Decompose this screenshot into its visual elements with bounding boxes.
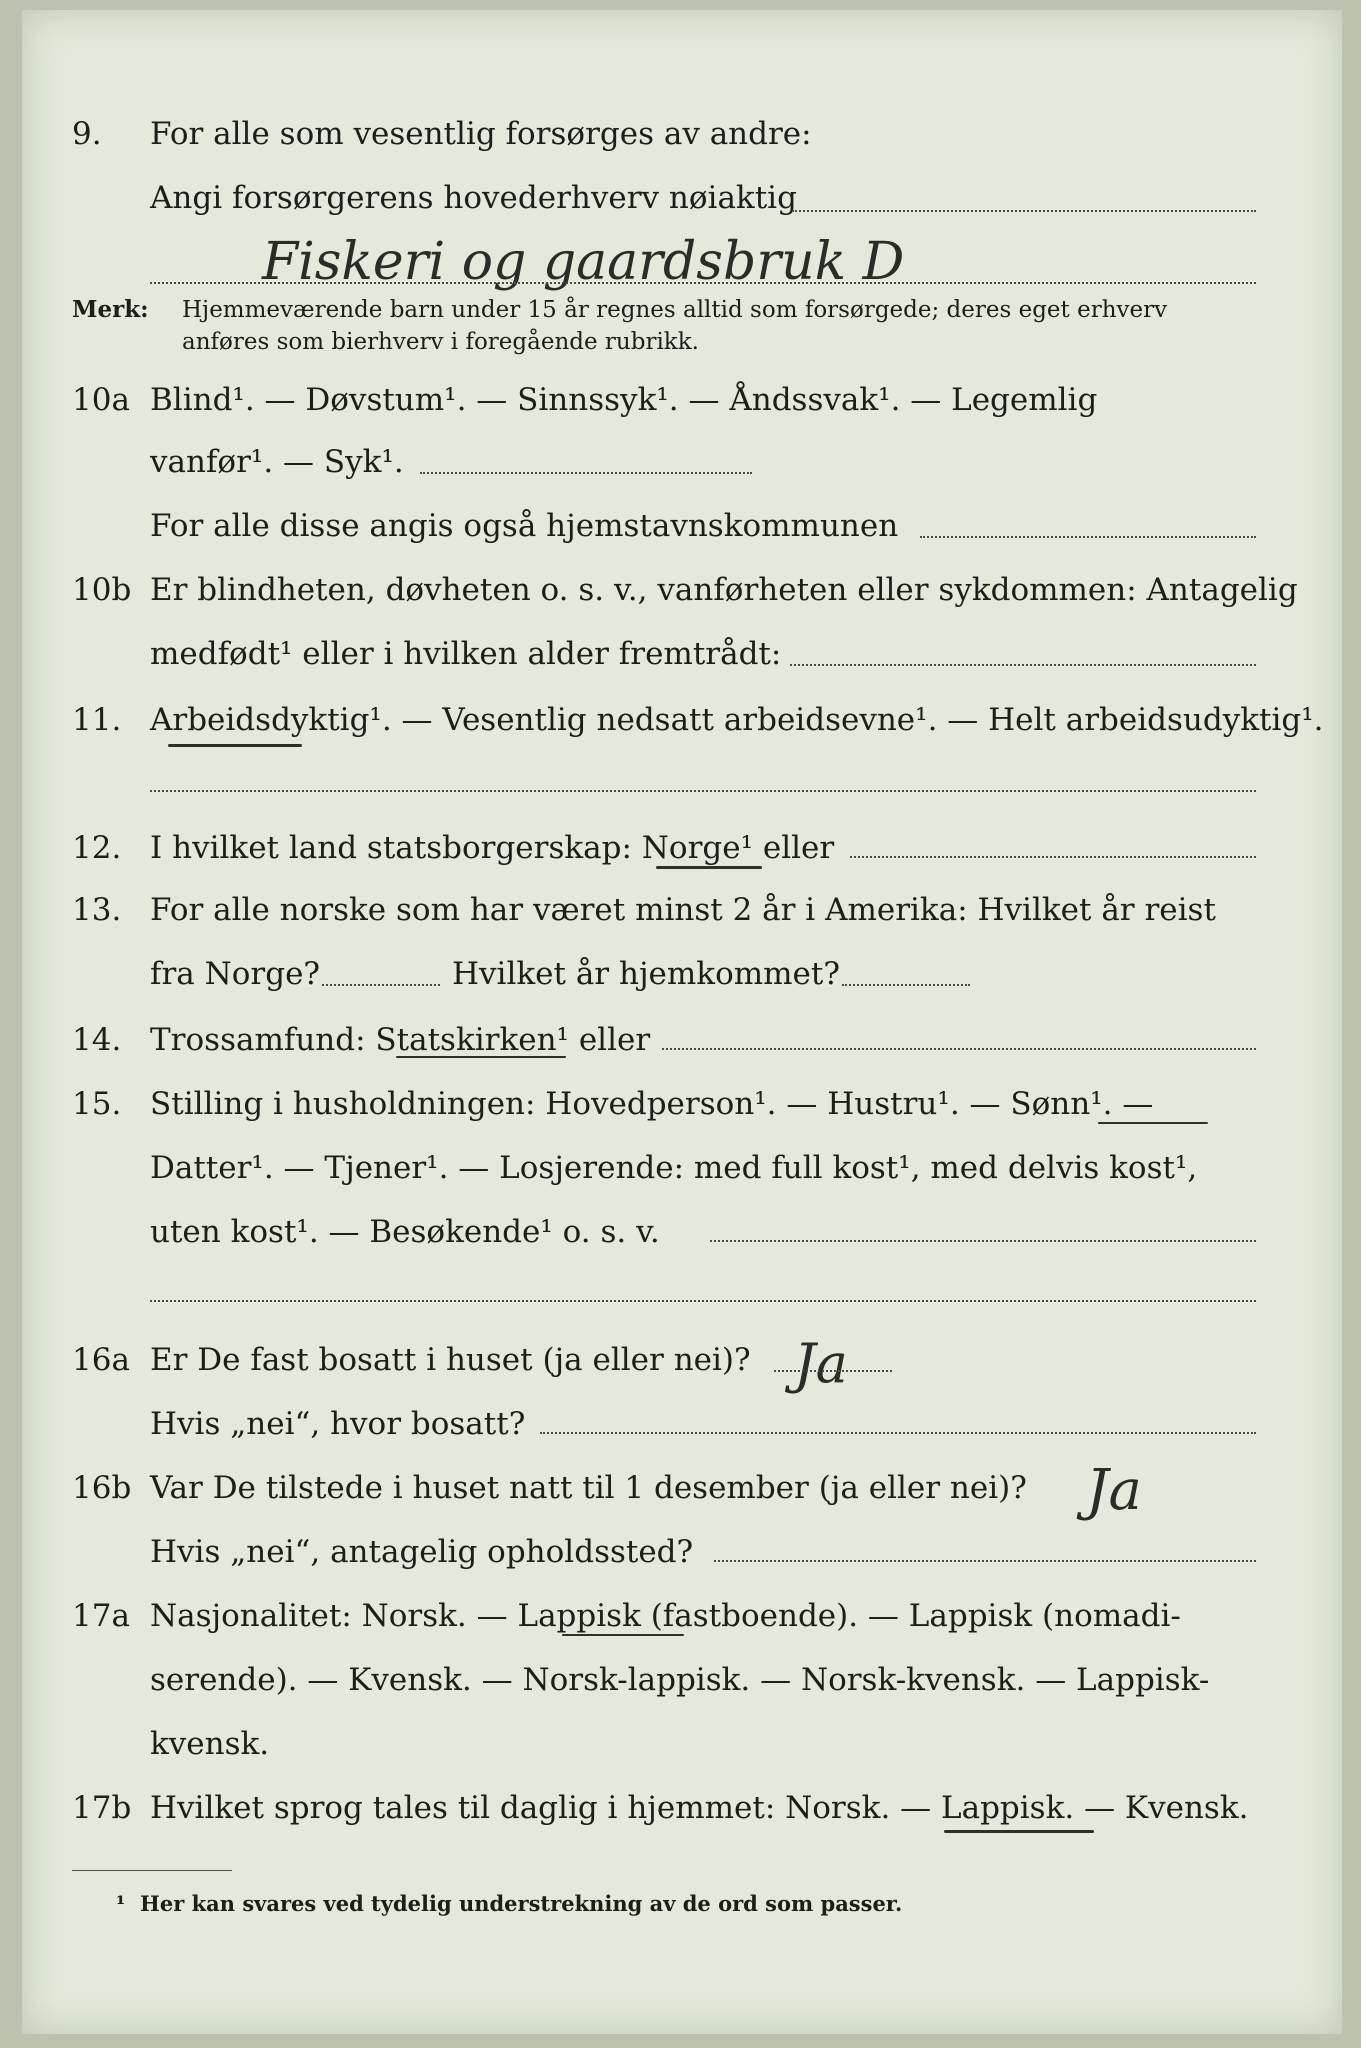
q17a-number: 17a [72, 1598, 130, 1634]
q14-underline [396, 1056, 566, 1058]
q10b-text-1: Er blindheten, døvheten o. s. v., vanførheten eller sykdommen: Antagelig [150, 572, 1298, 608]
q9-text-1: For alle som vesentlig forsørges av andre: [150, 116, 812, 152]
q16a-fill-line-1 [774, 1370, 892, 1372]
q12-handwritten-underline [656, 866, 762, 869]
q10b-text-2: medfødt¹ eller i hvilken alder fremtrådt: [150, 636, 782, 672]
q13-text-1: For alle norske som har været minst 2 år i Amerika: Hvilket år reist [150, 892, 1216, 928]
q14-text-1: Trossamfund: Statskirken¹ eller [150, 1022, 651, 1058]
merk-text-1: Hjemmeværende barn under 15 år regnes alltid som forsørgede; deres eget erhverv [182, 297, 1168, 323]
q14-number: 14. [72, 1022, 122, 1058]
q17a-text-1: Nasjonalitet: Norsk. — Lappisk (fastboende). — Lappisk (nomadi- [150, 1598, 1181, 1634]
merk-label: Merk: [72, 296, 149, 323]
q10a-fill-line-2 [920, 536, 1256, 538]
q16a-handwritten-answer: Ja [794, 1332, 848, 1395]
q16a-fill-line-2 [540, 1432, 1256, 1434]
q16b-handwritten-answer: Ja [1086, 1458, 1142, 1523]
q10b-fill-line [790, 664, 1256, 666]
q17b-number: 17b [72, 1790, 132, 1826]
q15-text-1: Stilling i husholdningen: Hovedperson¹. — Hustru¹. — Sønn¹. — [150, 1086, 1154, 1122]
q13-fill-line-1 [322, 984, 440, 986]
q13-fill-line-2 [842, 984, 970, 986]
footnote-mark: ¹ [116, 1891, 126, 1916]
q17b-handwritten-underline [944, 1830, 1094, 1833]
q9-handwritten-answer: Fiskeri og gaardsbruk D [262, 232, 905, 292]
q16b-text-1: Var De tilstede i huset natt til 1 desember (ja eller nei)? [150, 1470, 1027, 1506]
q11-handwritten-underline [168, 744, 302, 747]
q14-fill-line [662, 1048, 1256, 1050]
q17a-text-3: kvensk. [150, 1726, 270, 1762]
q10a-text-1: Blind¹. — Døvstum¹. — Sinnssyk¹. — Åndssvak¹. — Legemlig [150, 382, 1098, 418]
q11-fill-line [150, 790, 1256, 792]
q16b-fill-line [714, 1560, 1256, 1562]
q15-fill-line-1 [710, 1240, 1256, 1242]
q16b-number: 16b [72, 1470, 132, 1506]
q17a-handwritten-underline [562, 1634, 684, 1636]
merk-text-2: anføres som bierhverv i foregående rubrikk. [182, 329, 699, 355]
q12-number: 12. [72, 830, 122, 866]
footnote-rule [72, 1870, 232, 1871]
q11-text-1: Arbeidsdyktig¹. — Vesentlig nedsatt arbeidsevne¹. — Helt arbeidsudyktig¹. [150, 702, 1324, 738]
q9-number: 9. [72, 116, 102, 152]
q15-text-2: Datter¹. — Tjener¹. — Losjerende: med full kost¹, med delvis kost¹, [150, 1150, 1198, 1186]
q13-text-2a: fra Norge? [150, 956, 321, 992]
q9-fill-line [792, 210, 1256, 212]
q12-fill-line [850, 856, 1256, 858]
q9-text-2: Angi forsørgerens hovederhverv nøiaktig [150, 180, 797, 216]
q16a-text-2: Hvis „nei“, hvor bosatt? [150, 1406, 526, 1442]
q13-number: 13. [72, 892, 122, 928]
q10a-text-2: vanfør¹. — Syk¹. [150, 444, 404, 480]
q13-text-2b: Hvilket år hjemkommet? [452, 956, 840, 992]
q16a-number: 16a [72, 1342, 130, 1378]
q16a-text-1: Er De fast bosatt i huset (ja eller nei)? [150, 1342, 751, 1378]
q11-number: 11. [72, 702, 122, 738]
q16b-text-2: Hvis „nei“, antagelig opholdssted? [150, 1534, 694, 1570]
footnote-text: Her kan svares ved tydelig understrekning av de ord som passer. [140, 1891, 903, 1916]
q15-fill-line-2 [150, 1300, 1256, 1302]
q15-handwritten-underline [1098, 1122, 1208, 1124]
q10a-text-3: For alle disse angis også hjemstavnskommunen [150, 508, 899, 544]
q17b-text-1: Hvilket sprog tales til daglig i hjemmet: Norsk. — Lappisk. — Kvensk. [150, 1790, 1249, 1826]
q15-text-3: uten kost¹. — Besøkende¹ o. s. v. [150, 1214, 660, 1250]
q17a-text-2: serende). — Kvensk. — Norsk-lappisk. — Norsk-kvensk. — Lappisk- [150, 1662, 1210, 1698]
q10a-number: 10a [72, 382, 130, 418]
q12-text-1: I hvilket land statsborgerskap: Norge¹ eller [150, 830, 835, 866]
q15-number: 15. [72, 1086, 122, 1122]
q10b-number: 10b [72, 572, 132, 608]
q10a-fill-line-1 [420, 472, 752, 474]
q9-answer-line [150, 282, 1256, 284]
